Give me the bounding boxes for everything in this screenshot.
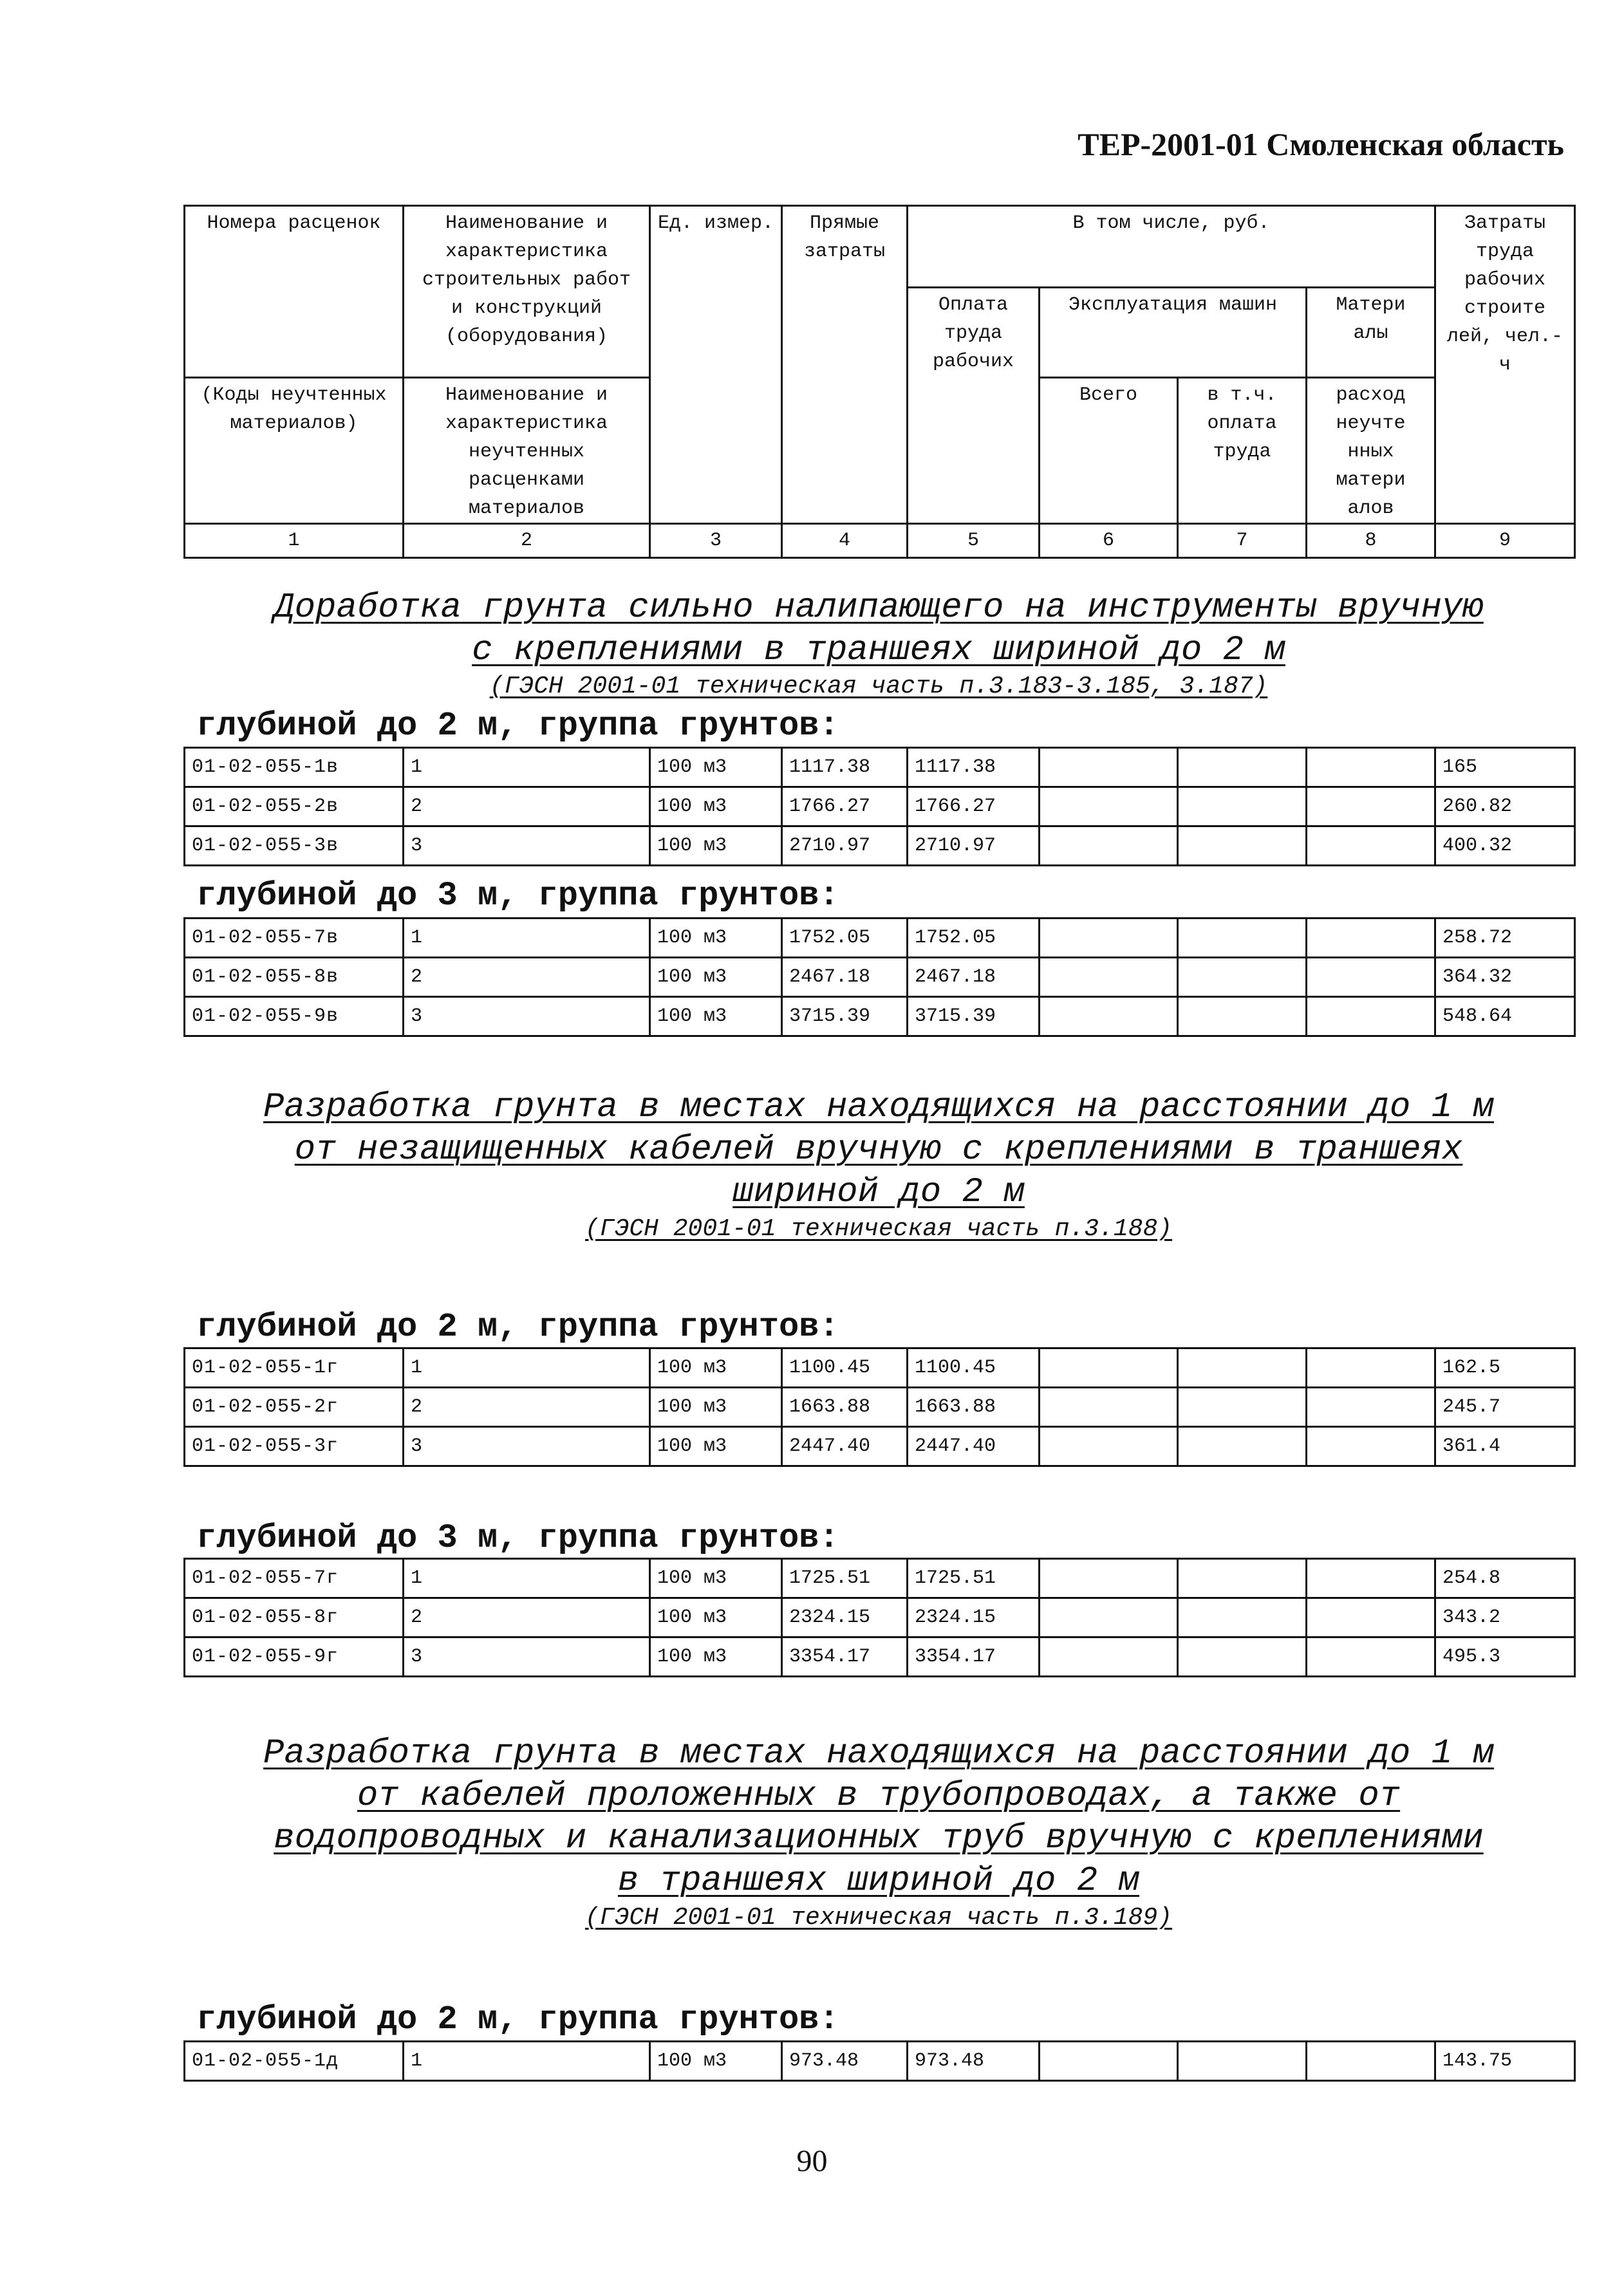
section-title-line: от незащищенных кабелей вручную с креплениями в траншеях bbox=[294, 1130, 1463, 1170]
rate-name-cell: 2 bbox=[404, 958, 650, 997]
table-row bbox=[185, 1559, 1575, 1598]
rate-code-cell: 01-02-055-1в bbox=[185, 748, 404, 787]
section-reference: (ГЭСН 2001-01 техническая часть п.3.189) bbox=[584, 1904, 1173, 1932]
section-title-line: Доработка грунта сильно налипающего на инструменты вручную bbox=[274, 588, 1484, 628]
table-row bbox=[185, 1637, 1575, 1677]
machine-labor-cell bbox=[1178, 997, 1307, 1036]
rates-table bbox=[183, 917, 1576, 1037]
unit-cell: 100 м3 bbox=[650, 919, 782, 958]
unit-cell: 100 м3 bbox=[650, 997, 782, 1036]
machine-total-cell bbox=[1040, 1637, 1178, 1677]
machine-total-cell bbox=[1040, 2042, 1178, 2081]
direct-cost-cell: 2324.15 bbox=[782, 1598, 908, 1637]
rate-code-cell: 01-02-055-7г bbox=[185, 1559, 404, 1598]
machine-labor-cell bbox=[1178, 1559, 1307, 1598]
machine-total-cell bbox=[1040, 958, 1178, 997]
machine-total-cell bbox=[1040, 1427, 1178, 1466]
workhours-cell: 364.32 bbox=[1435, 958, 1575, 997]
page-header-title: ТЕР-2001-01 Смоленская область bbox=[1078, 126, 1564, 162]
labor-cost-cell: 3715.39 bbox=[908, 997, 1040, 1036]
direct-cost-cell: 3715.39 bbox=[782, 997, 908, 1036]
header-col1-bottom: (Коды неучтенных материалов) bbox=[185, 378, 404, 524]
header-col1-top: Номера расценок bbox=[185, 206, 404, 378]
materials-cell bbox=[1307, 1637, 1435, 1677]
unit-cell: 100 м3 bbox=[650, 748, 782, 787]
labor-cost-cell: 1100.45 bbox=[908, 1348, 1040, 1388]
direct-cost-cell: 1100.45 bbox=[782, 1348, 908, 1388]
machine-total-cell bbox=[1040, 748, 1178, 787]
column-number: 5 bbox=[908, 524, 1040, 558]
labor-cost-cell: 2467.18 bbox=[908, 958, 1040, 997]
rate-code-cell: 01-02-055-9в bbox=[185, 997, 404, 1036]
rate-code-cell: 01-02-055-9г bbox=[185, 1637, 404, 1677]
table-row bbox=[185, 958, 1575, 997]
labor-cost-cell: 1663.88 bbox=[908, 1388, 1040, 1427]
group-label: глубиной до 3 м, группа грунтов: bbox=[196, 1519, 839, 1557]
machine-total-cell bbox=[1040, 1559, 1178, 1598]
direct-cost-cell: 2710.97 bbox=[782, 826, 908, 866]
section-title-line: шириной до 2 м bbox=[733, 1173, 1025, 1212]
rate-name-cell: 1 bbox=[404, 919, 650, 958]
direct-cost-cell: 1766.27 bbox=[782, 787, 908, 826]
machine-labor-cell bbox=[1178, 1427, 1307, 1466]
rate-name-cell: 3 bbox=[404, 997, 650, 1036]
labor-cost-cell: 1117.38 bbox=[908, 748, 1040, 787]
workhours-cell: 343.2 bbox=[1435, 1598, 1575, 1637]
header-col5: Оплата труда рабочих bbox=[908, 288, 1040, 524]
header-col7: в т.ч. оплата труда bbox=[1178, 378, 1307, 524]
unit-cell: 100 м3 bbox=[650, 1637, 782, 1677]
unit-cell: 100 м3 bbox=[650, 1559, 782, 1598]
column-number: 4 bbox=[782, 524, 908, 558]
group-label: глубиной до 3 м, группа грунтов: bbox=[196, 877, 839, 915]
section-title bbox=[183, 1733, 1574, 1903]
machine-labor-cell bbox=[1178, 919, 1307, 958]
labor-cost-cell: 2324.15 bbox=[908, 1598, 1040, 1637]
machine-total-cell bbox=[1040, 919, 1178, 958]
rate-code-cell: 01-02-055-3г bbox=[185, 1427, 404, 1466]
direct-cost-cell: 2447.40 bbox=[782, 1427, 908, 1466]
machine-labor-cell bbox=[1178, 787, 1307, 826]
column-number: 7 bbox=[1178, 524, 1307, 558]
unit-cell: 100 м3 bbox=[650, 1388, 782, 1427]
direct-cost-cell: 1663.88 bbox=[782, 1388, 908, 1427]
table-row bbox=[185, 997, 1575, 1036]
table-row bbox=[185, 1427, 1575, 1466]
workhours-cell: 258.72 bbox=[1435, 919, 1575, 958]
header-col2-top: Наименование и характеристика строительных работ и конструкций (оборудования) bbox=[404, 206, 650, 378]
header-col8-bottom: расход неучте нных матери алов bbox=[1307, 378, 1435, 524]
rate-code-cell: 01-02-055-7в bbox=[185, 919, 404, 958]
header-col6: Всего bbox=[1040, 378, 1178, 524]
materials-cell bbox=[1307, 826, 1435, 866]
direct-cost-cell: 2467.18 bbox=[782, 958, 908, 997]
section-title-line: в траншеях шириной до 2 м bbox=[617, 1861, 1140, 1901]
direct-cost-cell: 1117.38 bbox=[782, 748, 908, 787]
materials-cell bbox=[1307, 748, 1435, 787]
rate-name-cell: 1 bbox=[404, 2042, 650, 2081]
group-label: глубиной до 2 м, группа грунтов: bbox=[196, 707, 839, 745]
direct-cost-cell: 973.48 bbox=[782, 2042, 908, 2081]
unit-cell: 100 м3 bbox=[650, 787, 782, 826]
header-group-total: В том числе, руб. bbox=[908, 206, 1435, 288]
labor-cost-cell: 2710.97 bbox=[908, 826, 1040, 866]
rate-code-cell: 01-02-055-8в bbox=[185, 958, 404, 997]
machine-labor-cell bbox=[1178, 748, 1307, 787]
header-col2-bottom: Наименование и характеристика неучтенных расценками материалов bbox=[404, 378, 650, 524]
workhours-cell: 361.4 bbox=[1435, 1427, 1575, 1466]
labor-cost-cell: 1766.27 bbox=[908, 787, 1040, 826]
unit-cell: 100 м3 bbox=[650, 2042, 782, 2081]
unit-cell: 100 м3 bbox=[650, 826, 782, 866]
table-row bbox=[185, 748, 1575, 787]
workhours-cell: 400.32 bbox=[1435, 826, 1575, 866]
section-title bbox=[183, 587, 1574, 672]
table-row bbox=[185, 787, 1575, 826]
materials-cell bbox=[1307, 1427, 1435, 1466]
materials-cell bbox=[1307, 1559, 1435, 1598]
workhours-cell: 495.3 bbox=[1435, 1637, 1575, 1677]
direct-cost-cell: 3354.17 bbox=[782, 1637, 908, 1677]
materials-cell bbox=[1307, 1348, 1435, 1388]
column-number: 6 bbox=[1040, 524, 1178, 558]
rate-code-cell: 01-02-055-2в bbox=[185, 787, 404, 826]
machine-total-cell bbox=[1040, 787, 1178, 826]
rates-table bbox=[183, 2040, 1576, 2082]
rates-table bbox=[183, 1347, 1576, 1467]
machine-labor-cell bbox=[1178, 958, 1307, 997]
rate-name-cell: 3 bbox=[404, 1637, 650, 1677]
workhours-cell: 254.8 bbox=[1435, 1559, 1575, 1598]
machine-total-cell bbox=[1040, 826, 1178, 866]
rate-name-cell: 2 bbox=[404, 1388, 650, 1427]
column-header-table bbox=[183, 205, 1576, 559]
labor-cost-cell: 2447.40 bbox=[908, 1427, 1040, 1466]
table-row bbox=[185, 919, 1575, 958]
section-title-line: Разработка грунта в местах находящихся на расстоянии до 1 м bbox=[263, 1734, 1494, 1773]
rate-code-cell: 01-02-055-8г bbox=[185, 1598, 404, 1637]
table-row bbox=[185, 1598, 1575, 1637]
materials-cell bbox=[1307, 997, 1435, 1036]
rate-code-cell: 01-02-055-1д bbox=[185, 2042, 404, 2081]
labor-cost-cell: 1725.51 bbox=[908, 1559, 1040, 1598]
labor-cost-cell: 973.48 bbox=[908, 2042, 1040, 2081]
rate-name-cell: 2 bbox=[404, 787, 650, 826]
workhours-cell: 548.64 bbox=[1435, 997, 1575, 1036]
machine-labor-cell bbox=[1178, 2042, 1307, 2081]
rate-name-cell: 3 bbox=[404, 826, 650, 866]
group-label: глубиной до 2 м, группа грунтов: bbox=[196, 2001, 839, 2038]
rates-table bbox=[183, 747, 1576, 866]
unit-cell: 100 м3 bbox=[650, 1598, 782, 1637]
machine-total-cell bbox=[1040, 997, 1178, 1036]
materials-cell bbox=[1307, 2042, 1435, 2081]
column-number: 3 bbox=[650, 524, 782, 558]
table-row bbox=[185, 2042, 1575, 2081]
rate-name-cell: 2 bbox=[404, 1598, 650, 1637]
section-title-line: от кабелей проложенных в трубопроводах, а также от bbox=[357, 1777, 1401, 1816]
section-title-line: водопроводных и канализационных труб вручную с креплениями bbox=[274, 1819, 1484, 1858]
group-label: глубиной до 2 м, группа грунтов: bbox=[196, 1308, 839, 1346]
rate-name-cell: 1 bbox=[404, 1559, 650, 1598]
workhours-cell: 162.5 bbox=[1435, 1348, 1575, 1388]
header-col8-top: Матери алы bbox=[1307, 288, 1435, 378]
section-reference: (ГЭСН 2001-01 техническая часть п.3.183-3.185, 3.187) bbox=[489, 673, 1268, 700]
machine-labor-cell bbox=[1178, 1388, 1307, 1427]
materials-cell bbox=[1307, 1388, 1435, 1427]
workhours-cell: 260.82 bbox=[1435, 787, 1575, 826]
materials-cell bbox=[1307, 919, 1435, 958]
column-number: 1 bbox=[185, 524, 404, 558]
rate-code-cell: 01-02-055-1г bbox=[185, 1348, 404, 1388]
direct-cost-cell: 1752.05 bbox=[782, 919, 908, 958]
workhours-cell: 143.75 bbox=[1435, 2042, 1575, 2081]
header-group-machines: Эксплуатация машин bbox=[1040, 288, 1307, 378]
machine-labor-cell bbox=[1178, 1637, 1307, 1677]
machine-labor-cell bbox=[1178, 1348, 1307, 1388]
rate-code-cell: 01-02-055-2г bbox=[185, 1388, 404, 1427]
labor-cost-cell: 3354.17 bbox=[908, 1637, 1040, 1677]
unit-cell: 100 м3 bbox=[650, 958, 782, 997]
column-number: 2 bbox=[404, 524, 650, 558]
section-reference: (ГЭСН 2001-01 техническая часть п.3.188) bbox=[584, 1215, 1173, 1243]
header-col3: Ед. измер. bbox=[650, 206, 782, 524]
rate-name-cell: 1 bbox=[404, 748, 650, 787]
direct-cost-cell: 1725.51 bbox=[782, 1559, 908, 1598]
column-number: 8 bbox=[1307, 524, 1435, 558]
workhours-cell: 245.7 bbox=[1435, 1388, 1575, 1427]
header-col4: Прямые затраты bbox=[782, 206, 908, 524]
rates-table bbox=[183, 1558, 1576, 1677]
unit-cell: 100 м3 bbox=[650, 1348, 782, 1388]
materials-cell bbox=[1307, 787, 1435, 826]
machine-labor-cell bbox=[1178, 1598, 1307, 1637]
rate-code-cell: 01-02-055-3в bbox=[185, 826, 404, 866]
labor-cost-cell: 1752.05 bbox=[908, 919, 1040, 958]
machine-labor-cell bbox=[1178, 826, 1307, 866]
materials-cell bbox=[1307, 1598, 1435, 1637]
section-title bbox=[183, 1087, 1574, 1214]
machine-total-cell bbox=[1040, 1348, 1178, 1388]
machine-total-cell bbox=[1040, 1388, 1178, 1427]
header-col9: Затраты труда рабочих строите лей, чел.-ч bbox=[1435, 206, 1575, 524]
page-number: 90 bbox=[796, 2144, 828, 2178]
machine-total-cell bbox=[1040, 1598, 1178, 1637]
unit-cell: 100 м3 bbox=[650, 1427, 782, 1466]
workhours-cell: 165 bbox=[1435, 748, 1575, 787]
column-number: 9 bbox=[1435, 524, 1575, 558]
table-row bbox=[185, 1388, 1575, 1427]
materials-cell bbox=[1307, 958, 1435, 997]
table-row bbox=[185, 826, 1575, 866]
section-title-line: с креплениями в траншеях шириной до 2 м bbox=[472, 631, 1285, 670]
rate-name-cell: 1 bbox=[404, 1348, 650, 1388]
rate-name-cell: 3 bbox=[404, 1427, 650, 1466]
table-row bbox=[185, 1348, 1575, 1388]
section-title-line: Разработка грунта в местах находящихся на расстоянии до 1 м bbox=[263, 1088, 1494, 1127]
